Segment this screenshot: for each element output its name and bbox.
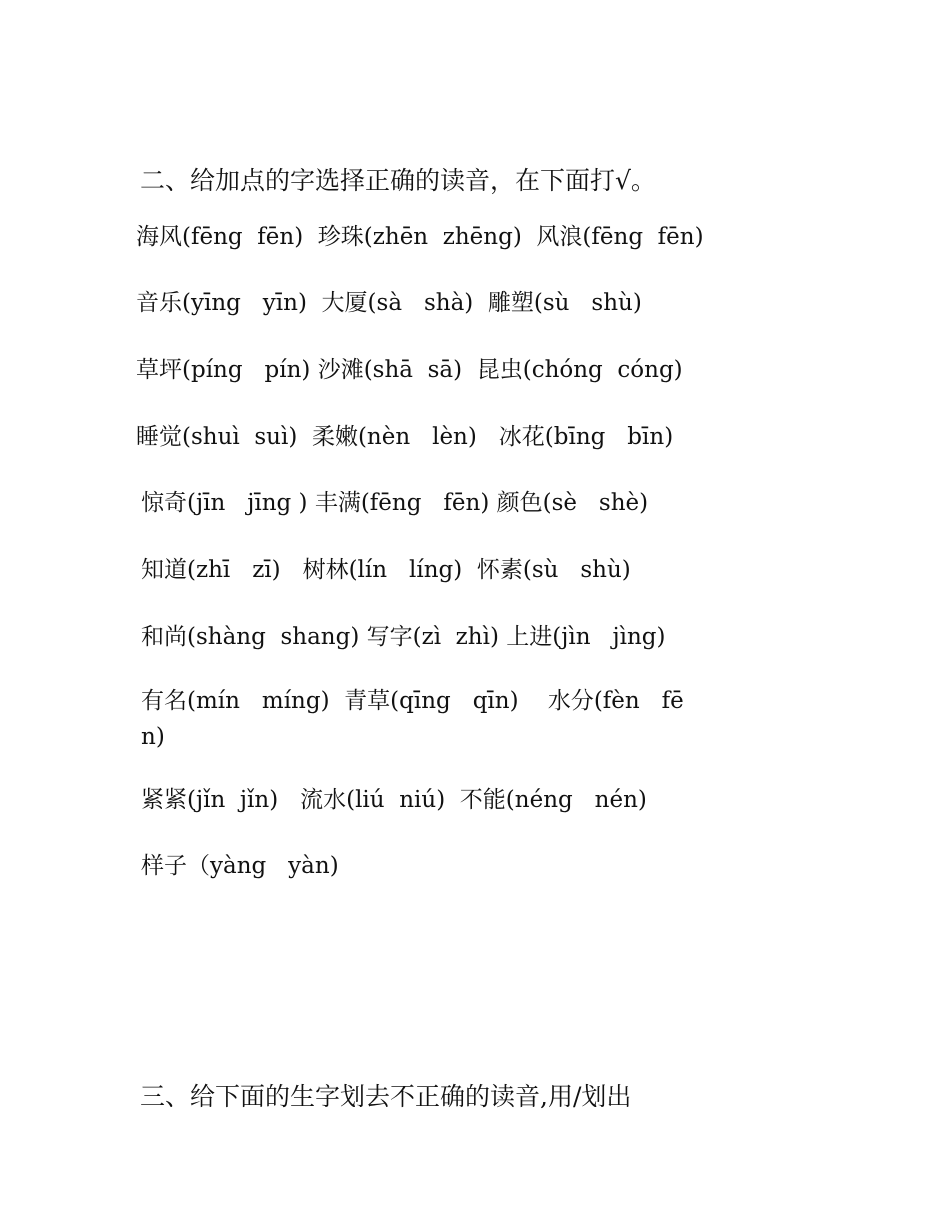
- pinyin-line-10: 样子（yàng yàn): [141, 853, 339, 879]
- pinyin-line-1: 海风(fēng fēn) 珍珠(zhēn zhēng) 风浪(fēng fēn): [136, 224, 704, 250]
- pinyin-line-5: 惊奇(jīn jīng ) 丰满(fēng fēn) 颜色(sè shè): [141, 490, 649, 516]
- pinyin-line-8-wrap: n): [141, 724, 165, 750]
- pinyin-line-7: 和尚(shàng shang) 写字(zì zhì) 上进(jìn jìng): [141, 624, 666, 650]
- pinyin-line-8: 有名(mín míng) 青草(qīng qīn) 水分(fèn fē: [141, 688, 684, 714]
- pinyin-line-2: 音乐(yīng yīn) 大厦(sà shà) 雕塑(sù shù): [136, 290, 642, 316]
- pinyin-line-9: 紧紧(jǐn jǐn) 流水(liú niú) 不能(néng nén): [141, 787, 647, 813]
- pinyin-line-3: 草坪(píng pín) 沙滩(shā sā) 昆虫(chóng cóng): [136, 357, 683, 383]
- pinyin-line-6: 知道(zhī zī) 树林(lín líng) 怀素(sù shù): [141, 557, 631, 583]
- section-2-heading: 二、给加点的字选择正确的读音，在下面打√。: [140, 166, 656, 195]
- pinyin-line-4: 睡觉(shuì suì) 柔嫩(nèn lèn) 冰花(bīng bīn): [136, 424, 674, 450]
- section-3-heading: 三、给下面的生字划去不正确的读音,用/划出: [140, 1082, 632, 1111]
